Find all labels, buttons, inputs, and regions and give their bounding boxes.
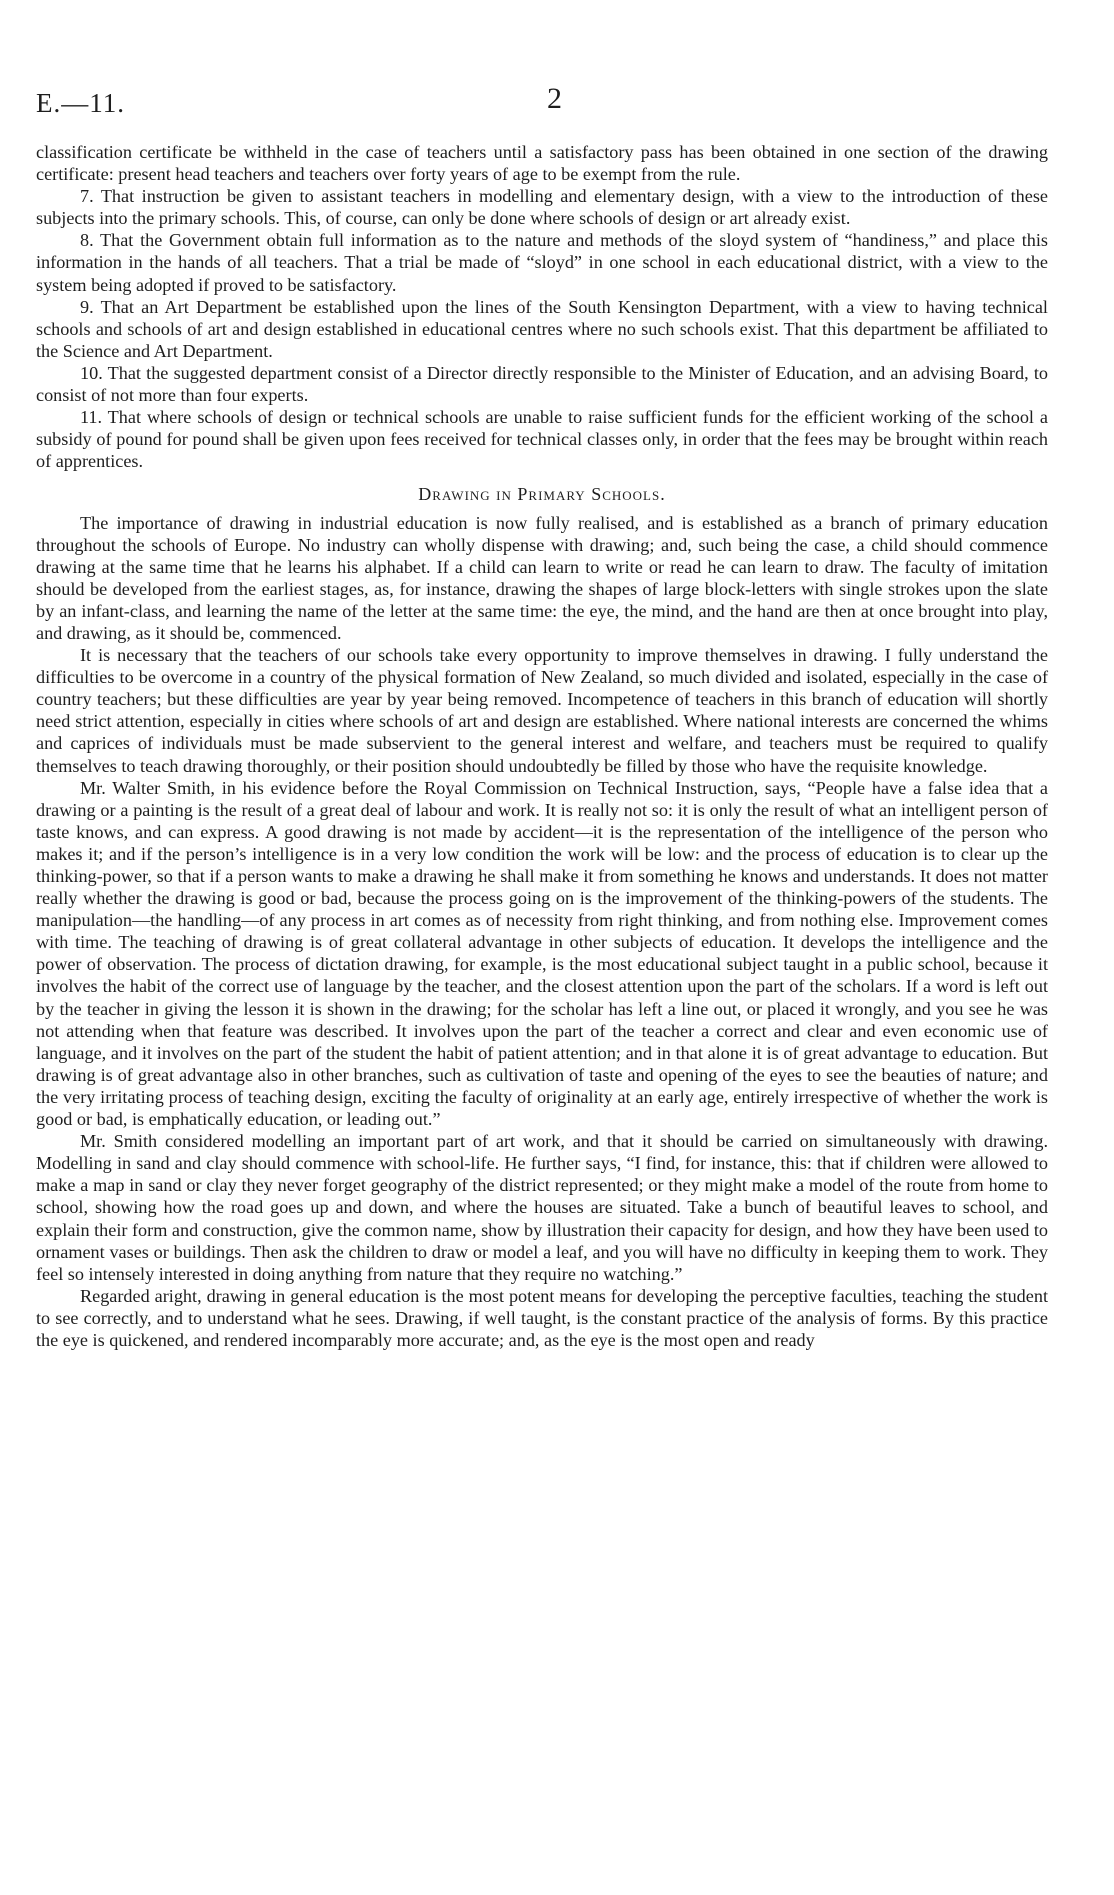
paragraph: 8. That the Government obtain full information as to the nature and methods of the sloyd system of “handiness,” and place this information in the hands of all teachers. That a trial be made of “sloyd” in one school in each educational district, with a view to the system being adopted if proved to be satisfactory.	[36, 230, 1048, 295]
paragraph: Mr. Smith considered modelling an important part of art work, and that it should be carried on simultaneously with drawing. Modelling in sand and clay should commence with school-life. He further says, “I find, for instance, this: that if children were allowed to make a map in sand or clay they never forget geography of the district represented; or they might make a model of the route from home to school, showing how the road goes up and down, and where the houses are situated. Take a bunch of beautiful leaves to school, and explain their form and construction, give the common name, show by illustration their capacity for design, and how they have been used to ornament vases or buildings. Then ask the children to draw or model a leaf, and you will have no difficulty in keeping them to work. They feel so intensely interested in doing anything from nature that they require no watching.”	[36, 1131, 1048, 1284]
paragraph: 11. That where schools of design or technical schools are unable to raise sufficient funds for the efficient working of the school a subsidy of pound for pound shall be given upon fees received for technical classes only, in order that the fees may be brought within reach of apprentices.	[36, 407, 1048, 472]
paragraph: Mr. Walter Smith, in his evidence before the Royal Commission on Technical Instruction, says, “People have a false idea that a drawing or a painting is the result of a great deal of labour and work. It is really not so: it is only the result of what an intelligent person of taste knows, and can express. A good drawing is not made by accident—it is the representation of the intelligence of the person who makes it; and if the person’s intelligence is in a very low condition the work will be low: and the process of education is to clear up the thinking-power, so that if a person wants to make a drawing he shall make it from something he knows and understands. It does not matter really whether the drawing is good or bad, because the process going on is the improvement of the thinking-powers of the students. The manipulation—the handling—of any process in art comes as of necessity from right thinking, and from nothing else. Improvement comes with time. The teaching of drawing is of great collateral advantage in other subjects of education. It develops the intelligence and the power of observation. The process of dictation drawing, for example, is the most educational subject taught in a public school, because it involves the habit of the correct use of language by the teacher, and the closest attention upon the part of the scholars. If a word is left out by the teacher in giving the lesson it is shown in the drawing; for the scholar has left a line out, or placed it wrongly, and you see he was not attending when that feature was described. It involves upon the part of the teacher a correct and clear and even economic use of language, and it involves on the part of the student the habit of patient attention; and in that alone it is of great advantage to education. But drawing is of great advantage also in other branches, such as cultivation of taste and opening of the eyes to see the beauties of nature; and the very irritating process of teaching design, exciting the faculty of originality at an early age, entirely irrespective of whether the work is good or bad, is emphatically education, or leading out.”	[36, 777, 1048, 1130]
paragraph: 10. That the suggested department consist of a Director directly responsible to the Minister of Education, and an advising Board, to consist of not more than four experts.	[36, 362, 1048, 406]
paragraph: 9. That an Art Department be established upon the lines of the South Kensington Department, with a view to having technical schools and schools of art and design established in educational centres where no such schools exist. That this department be affiliated to the Science and Art Department.	[36, 296, 1048, 361]
page-number: 2	[547, 82, 562, 115]
body-text	[36, 141, 1048, 1351]
paragraph: The importance of drawing in industrial education is now fully realised, and is established as a branch of primary education throughout the schools of Europe. No industry can wholly dispense with drawing; and, such being the case, a child should commence drawing at the same time that he learns his alphabet. If a child can learn to write or read he can learn to draw. The faculty of imitation should be developed from the earliest stages, as, for instance, drawing the shapes of large block-letters with single strokes upon the slate by an infant-class, and learning the name of the letter at the same time: the eye, the mind, and the hand are then at once brought into play, and drawing, as it should be, commenced.	[36, 512, 1048, 643]
paragraph: It is necessary that the teachers of our schools take every opportunity to improve themselves in drawing. I fully understand the difficulties to be overcome in a country of the physical formation of New Zealand, so much divided and isolated, especially in the case of country teachers; but these difficulties are year by year being removed. Incompetence of teachers in this branch of education will shortly need strict attention, especially in cities where schools of art and design are established. Where national interests are concerned the whims and caprices of individuals must be made subservient to the general interest and welfare, and teachers must be required to qualify themselves to teach drawing thoroughly, or their position should undoubtedly be filled by those who have the requisite knowledge.	[36, 645, 1048, 776]
folio-reference: E.—11.	[36, 88, 125, 118]
paragraph: Regarded aright, drawing in general education is the most potent means for developing the perceptive faculties, teaching the student to see correctly, and to understand what he sees. Drawing, if well taught, is the constant practice of the analysis of forms. By this practice the eye is quickened, and rendered incomparably more accurate; and, as the eye is the most open and ready	[36, 1285, 1048, 1350]
paragraph: 7. That instruction be given to assistant teachers in modelling and elementary design, with a view to the introduction of these subjects into the primary schools. This, of course, can only be done where schools of design or art already exist.	[36, 186, 1048, 229]
section-heading: Drawing in Primary Schools.	[418, 484, 666, 505]
page-header	[36, 82, 1048, 128]
paragraph: classification certificate be withheld in the case of teachers until a satisfactory pass has been obtained in one section of the drawing certificate: present head teachers and teachers over forty years of age to be exempt from the rule.	[36, 142, 1048, 185]
